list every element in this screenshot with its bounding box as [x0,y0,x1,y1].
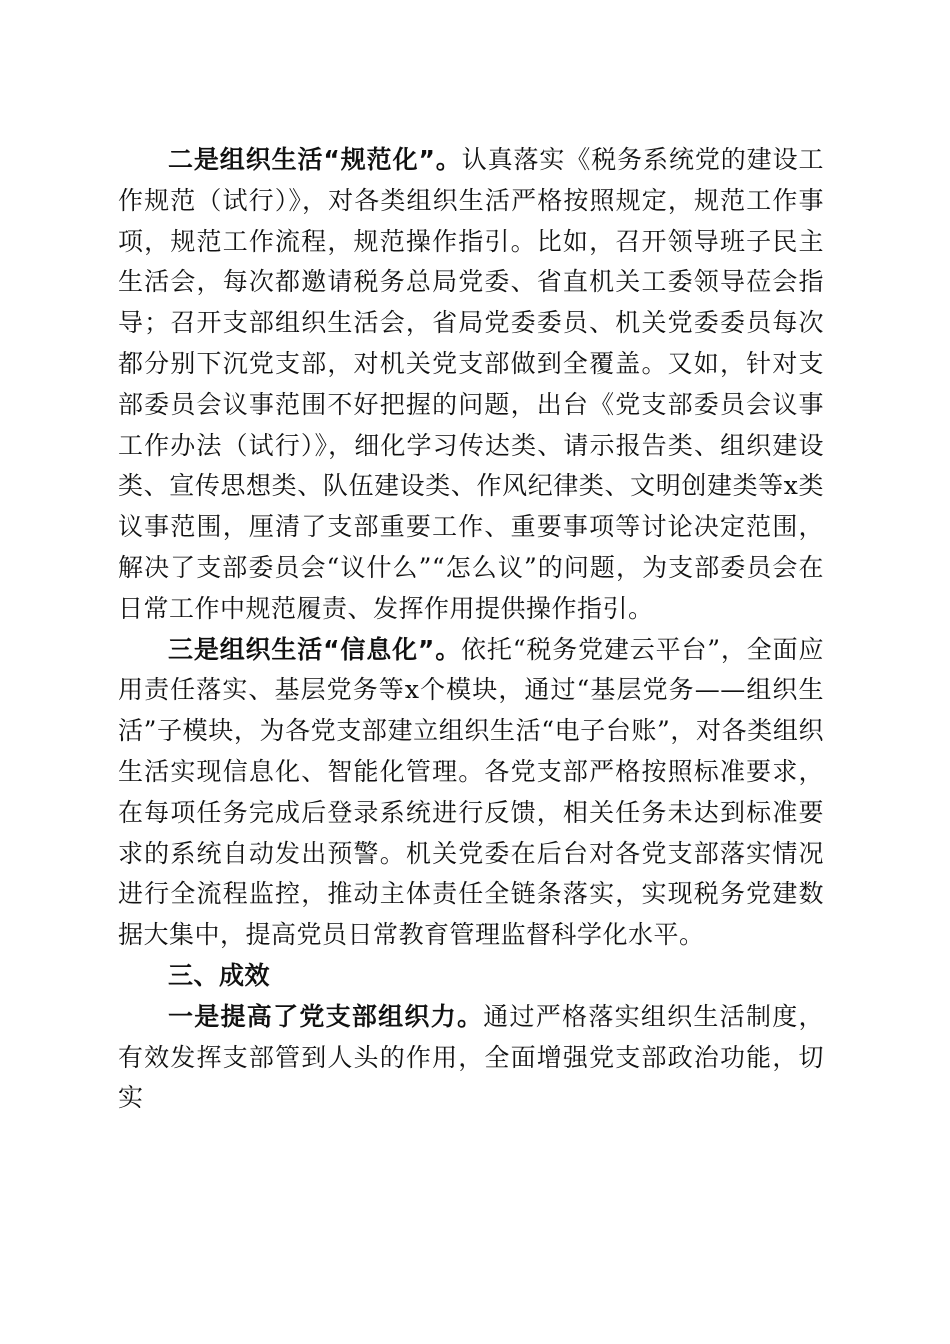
document-body [118,140,824,1119]
paragraph-organizational-capacity [118,997,824,1119]
paragraph-lead: 一是提高了党支部组织力。 [168,1001,484,1031]
paragraph-standardization [118,140,824,630]
paragraph-lead: 二是组织生活“规范化”。 [168,145,462,174]
paragraph-text: 认真落实《税务系统党的建设工作规范（试行）》，对各类组织生活严格按照规定，规范工作事项，规范工作流程，规范操作指引。比如，召开领导班子民主生活会，每次都邀请税务总局党委、省直机关工委领导莅会指导；召开支部组织生活会，省局党委委员、机关党委委员每次都分别下沉党支部，对机关党支部做到全覆盖。又如，针对支部委员会议事范围不好把握的问题，出台《党支部委员会议事工作办法（试行）》，细化学习传达类、请示报告类、组织建设类、宣传思想类、队伍建设类、作风纪律类、文明创建类等x类议事范围，厘清了支部重要工作、重要事项等讨论决定范围，解决了支部委员会“议什么”“怎么议”的问题，为支部委员会在日常工作中规范履责、发挥作用提供操作指引。 [118,145,824,623]
paragraph-informatization [118,630,824,956]
paragraph-text: 依托“税务党建云平台”，全面应用责任落实、基层党务等x个模块，通过“基层党务——组织生活”子模块，为各党支部建立组织生活“电子台账”，对各类组织生活实现信息化、智能化管理。各党支部严格按照标准要求，在每项任务完成后登录系统进行反馈，相关任务未达到标准要求的系统自动发出预警。机关党委在后台对各党支部落实情况进行全流程监控，推动主体责任全链条落实，实现税务党建数据大集中，提高党员日常教育管理监督科学化水平。 [118,634,824,950]
paragraph-text: 通过严格落实组织生活制度，有效发挥支部管到人头的作用，全面增强党支部政治功能，切实 [118,1001,824,1113]
paragraph-lead: 三是组织生活“信息化”。 [168,634,462,664]
section-heading: 三、成效 [168,960,271,990]
